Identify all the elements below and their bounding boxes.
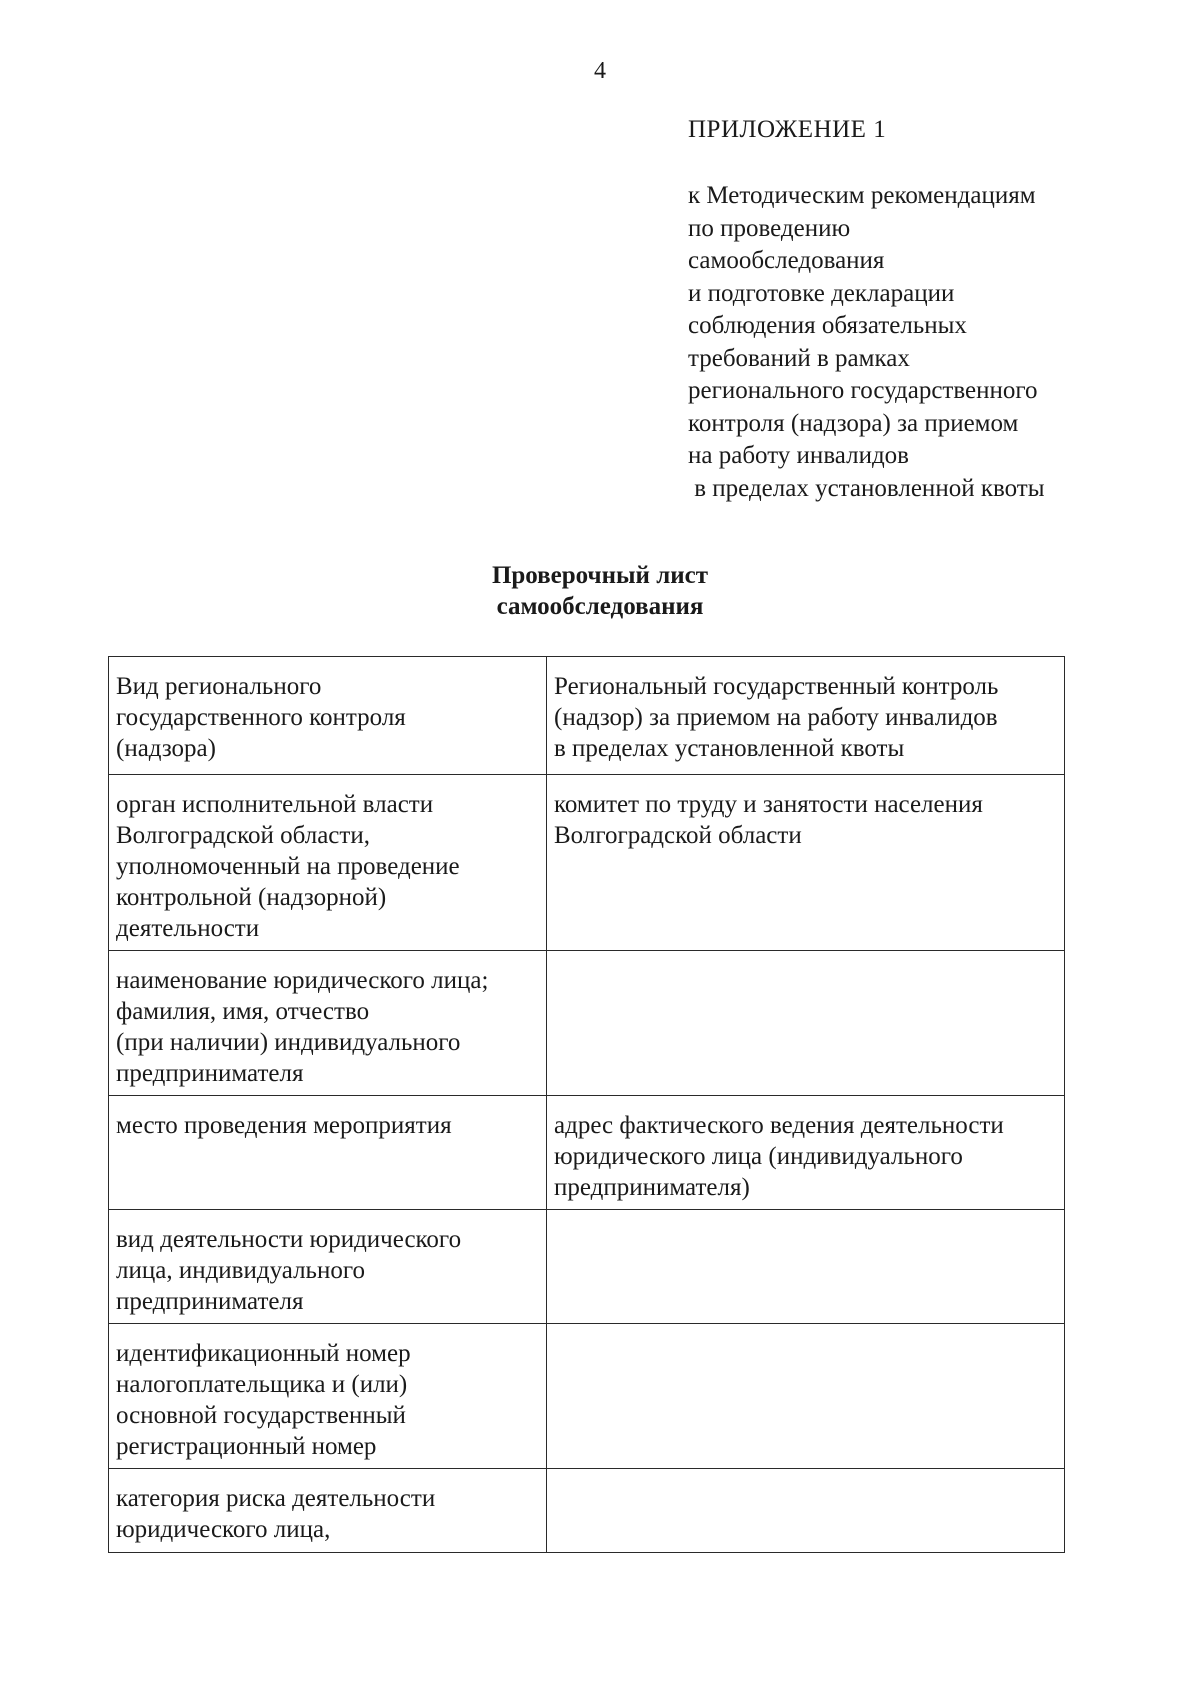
appendix-line: самообследования	[688, 247, 885, 274]
cell-text-line: идентификационный номер	[116, 1340, 411, 1367]
table-cell-label	[109, 1469, 547, 1553]
cell-text-line: орган исполнительной власти	[116, 791, 434, 818]
table-row	[109, 1324, 1065, 1469]
appendix-line: регионального государственного	[688, 377, 1038, 404]
cell-text-line: юридического лица (индивидуального	[554, 1143, 963, 1170]
table-cell-value	[547, 1324, 1065, 1469]
checklist-table-body	[109, 657, 1065, 1553]
cell-text-line: место проведения мероприятия	[116, 1112, 452, 1139]
cell-text-line: Региональный государственный контроль	[554, 673, 999, 700]
table-cell-label	[109, 951, 547, 1096]
table-cell-value	[547, 951, 1065, 1096]
appendix-line: контроля (надзора) за приемом	[688, 409, 1019, 437]
cell-text-line: в пределах установленной квоты	[554, 735, 905, 762]
cell-text-line: контрольной (надзорной)	[116, 884, 387, 911]
cell-text-line: предпринимателя)	[554, 1174, 750, 1201]
cell-text-line: Волгоградской области	[554, 822, 802, 849]
table-cell-label	[109, 657, 547, 775]
table-row	[109, 1096, 1065, 1210]
cell-text-line: государственного контроля	[116, 704, 406, 731]
table-row	[109, 951, 1065, 1096]
cell-text-line: Волгоградской области,	[116, 822, 370, 849]
appendix-line: к Методическим рекомендациям	[688, 182, 1036, 209]
cell-text-line: фамилия, имя, отчество	[116, 998, 370, 1025]
cell-text-line: предпринимателя	[116, 1060, 304, 1087]
appendix-line: по проведению	[688, 214, 851, 242]
table-cell-label	[109, 1210, 547, 1324]
document-title-line: Проверочный лист	[491, 562, 709, 589]
cell-text-line: предпринимателя	[116, 1288, 304, 1315]
table-cell-value	[547, 1210, 1065, 1324]
appendix-line: на работу инвалидов	[688, 442, 909, 469]
table-cell-value	[547, 657, 1065, 775]
table-cell-value	[547, 1469, 1065, 1553]
cell-text-line: (надзор) за приемом на работу инвалидов	[554, 704, 998, 731]
table-row	[109, 1469, 1065, 1553]
table-cell-label	[109, 775, 547, 951]
table-row	[109, 775, 1065, 951]
cell-text-line: деятельности	[116, 915, 260, 942]
cell-text-line: уполномоченный на проведение	[116, 853, 460, 880]
cell-text-line: категория риска деятельности	[116, 1485, 436, 1512]
appendix-title: ПРИЛОЖЕНИЕ 1	[688, 116, 887, 143]
table-cell-value	[547, 1096, 1065, 1210]
appendix-line: требований в рамках	[688, 344, 910, 372]
table-row	[109, 657, 1065, 775]
cell-text-line: Вид регионального	[116, 673, 322, 700]
table-cell-label	[109, 1324, 547, 1469]
cell-text-line: лица, индивидуального	[116, 1257, 365, 1284]
table-row	[109, 1210, 1065, 1324]
checklist-table	[108, 656, 1065, 1553]
appendix-line: соблюдения обязательных	[688, 312, 967, 339]
cell-text-line: наименование юридического лица;	[116, 967, 489, 994]
cell-text-line: вид деятельности юридического	[116, 1226, 462, 1253]
cell-text-line: налогоплательщика и (или)	[116, 1371, 408, 1398]
table-cell-label	[109, 1096, 547, 1210]
cell-text-line: регистрационный номер	[116, 1433, 377, 1460]
cell-text-line: (при наличии) индивидуального	[116, 1029, 461, 1056]
cell-text-line: основной государственный	[116, 1402, 406, 1429]
cell-text-line: адрес фактического ведения деятельности	[554, 1112, 1004, 1139]
appendix-line: в пределах установленной квоты	[688, 474, 1045, 502]
table-cell-value	[547, 775, 1065, 951]
appendix-subtitle	[688, 180, 1158, 505]
appendix-line: и подготовке декларации	[688, 279, 955, 307]
document-title	[0, 560, 1200, 622]
document-title-line: самообследования	[496, 593, 704, 620]
cell-text-line: (надзора)	[116, 735, 216, 762]
cell-text-line: комитет по труду и занятости населения	[554, 791, 983, 818]
cell-text-line: юридического лица,	[116, 1516, 331, 1543]
page-number: 4	[594, 58, 606, 84]
